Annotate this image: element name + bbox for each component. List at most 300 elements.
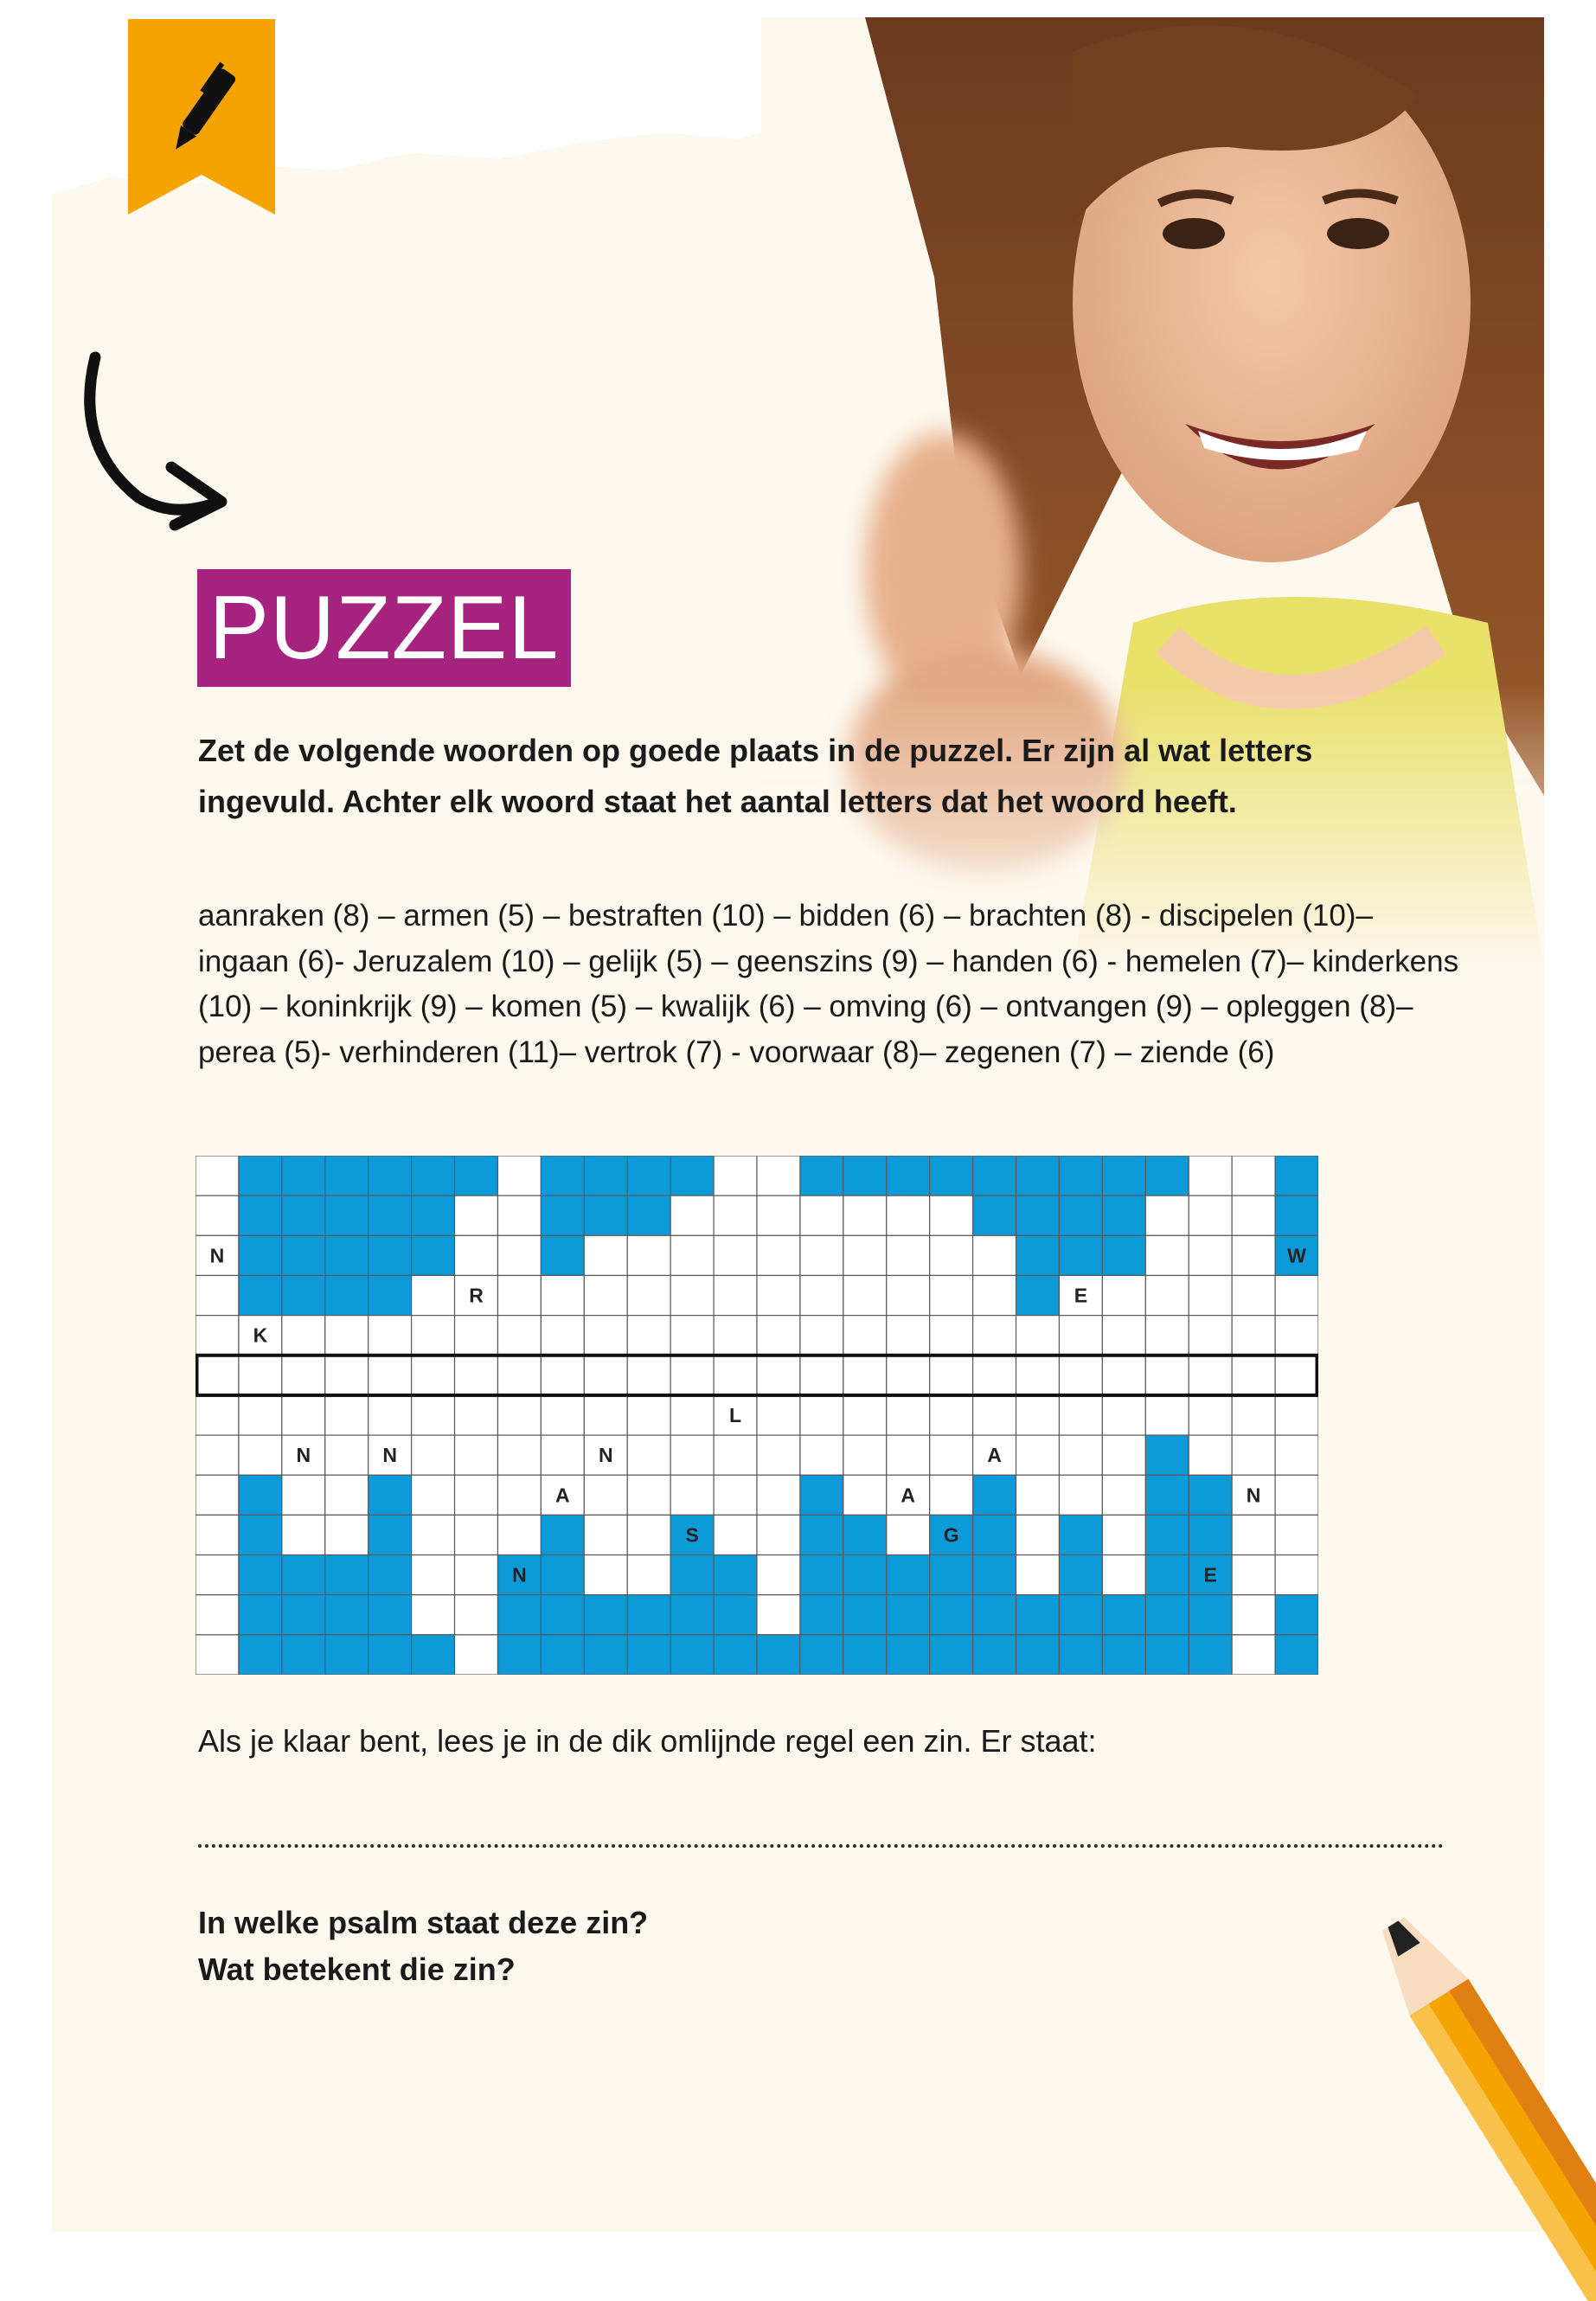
grid-cell[interactable] [1232, 1356, 1275, 1395]
grid-cell[interactable] [714, 1435, 757, 1475]
grid-block [973, 1156, 1016, 1195]
grid-cell[interactable] [1102, 1356, 1145, 1395]
grid-cell[interactable] [1059, 1356, 1102, 1395]
grid-block [627, 1595, 670, 1635]
grid-block [1189, 1515, 1232, 1554]
question-psalm: In welke psalm staat deze zin? [198, 1905, 649, 1940]
grid-cell[interactable] [1016, 1555, 1060, 1595]
grid-cell[interactable] [1102, 1275, 1145, 1315]
curved-arrow-icon [78, 350, 234, 536]
grid-block [1059, 1156, 1102, 1195]
grid-cell[interactable] [757, 1515, 800, 1554]
grid-cell[interactable] [714, 1275, 757, 1315]
grid-cell[interactable] [584, 1515, 627, 1554]
grid-cell[interactable] [1232, 1316, 1275, 1356]
grid-block [239, 1635, 282, 1675]
grid-cell[interactable] [1102, 1395, 1145, 1435]
grid-block [369, 1635, 412, 1675]
grid-cell[interactable] [1189, 1356, 1232, 1395]
grid-cell[interactable] [1016, 1475, 1060, 1515]
grid-cell[interactable] [930, 1195, 973, 1235]
grid-cell[interactable] [627, 1555, 670, 1595]
grid-cell[interactable] [195, 1275, 239, 1315]
grid-cell[interactable] [800, 1235, 843, 1275]
grid-cell[interactable] [887, 1515, 930, 1554]
grid-cell[interactable] [195, 1316, 239, 1356]
grid-cell[interactable] [455, 1195, 498, 1235]
grid-cell[interactable] [1102, 1475, 1145, 1515]
word-list-line: ingaan (6)- Jeruzalem (10) – gelijk (5) – geenszins (9) – handen (6) - hemelen (7)– kinderkens [198, 944, 1459, 978]
grid-block [1102, 1235, 1145, 1275]
grid-cell[interactable] [670, 1195, 714, 1235]
grid-cell[interactable] [282, 1356, 325, 1395]
grid-cell[interactable] [1059, 1435, 1102, 1475]
grid-cell[interactable] [584, 1356, 627, 1395]
grid-block [1102, 1595, 1145, 1635]
grid-cell[interactable] [325, 1356, 369, 1395]
grid-cell[interactable] [930, 1235, 973, 1275]
grid-block [973, 1475, 1016, 1515]
grid-cell[interactable] [541, 1435, 584, 1475]
grid-letter: S [685, 1523, 699, 1547]
grid-block [800, 1635, 843, 1675]
grid-block [412, 1635, 455, 1675]
grid-letter: A [987, 1444, 1002, 1467]
grid-block [1145, 1555, 1189, 1595]
grid-cell[interactable] [757, 1195, 800, 1235]
grid-cell[interactable] [757, 1595, 800, 1635]
grid-block [1102, 1635, 1145, 1675]
grid-letter: R [469, 1284, 484, 1307]
grid-letter: A [901, 1484, 916, 1507]
grid-cell[interactable] [714, 1156, 757, 1195]
grid-letter: E [1074, 1284, 1088, 1307]
grid-block [627, 1156, 670, 1195]
grid-cell[interactable] [369, 1356, 412, 1395]
grid-block [1059, 1555, 1102, 1595]
grid-cell[interactable] [843, 1435, 887, 1475]
grid-cell[interactable] [455, 1475, 498, 1515]
grid-cell[interactable] [1232, 1515, 1275, 1554]
grid-block [627, 1195, 670, 1235]
grid-cell[interactable] [239, 1435, 282, 1475]
grid-cell[interactable] [800, 1435, 843, 1475]
grid-cell[interactable] [887, 1235, 930, 1275]
grid-cell[interactable] [584, 1275, 627, 1315]
grid-cell[interactable] [1102, 1435, 1145, 1475]
grid-block [1275, 1195, 1318, 1235]
grid-cell[interactable] [627, 1316, 670, 1356]
grid-block [584, 1195, 627, 1235]
grid-cell[interactable] [195, 1475, 239, 1515]
grid-cell[interactable] [325, 1515, 369, 1554]
grid-cell[interactable] [757, 1316, 800, 1356]
grid-cell[interactable] [670, 1435, 714, 1475]
grid-block [239, 1275, 282, 1315]
grid-block [1059, 1195, 1102, 1235]
grid-cell[interactable] [887, 1195, 930, 1235]
grid-block [239, 1515, 282, 1554]
grid-block [714, 1595, 757, 1635]
grid-block [1275, 1635, 1318, 1675]
grid-cell[interactable] [887, 1395, 930, 1435]
grid-block [282, 1235, 325, 1275]
grid-cell[interactable] [843, 1195, 887, 1235]
grid-cell[interactable] [455, 1435, 498, 1475]
grid-block [887, 1635, 930, 1675]
grid-block [541, 1156, 584, 1195]
grid-cell[interactable] [714, 1515, 757, 1554]
grid-cell[interactable] [497, 1195, 541, 1235]
grid-cell[interactable] [757, 1555, 800, 1595]
grid-cell[interactable] [1059, 1475, 1102, 1515]
grid-block [887, 1595, 930, 1635]
grid-block [1275, 1595, 1318, 1635]
grid-block [800, 1515, 843, 1554]
grid-cell[interactable] [195, 1195, 239, 1235]
grid-cell[interactable] [497, 1475, 541, 1515]
grid-cell[interactable] [627, 1395, 670, 1435]
grid-block [369, 1195, 412, 1235]
grid-cell[interactable] [627, 1475, 670, 1515]
grid-cell[interactable] [757, 1475, 800, 1515]
grid-cell[interactable] [714, 1316, 757, 1356]
grid-cell[interactable] [1275, 1475, 1318, 1515]
grid-cell[interactable] [1189, 1395, 1232, 1435]
grid-block [412, 1195, 455, 1235]
grid-letter: G [943, 1523, 959, 1547]
grid-cell[interactable] [239, 1395, 282, 1435]
grid-cell[interactable] [412, 1475, 455, 1515]
grid-block [1059, 1235, 1102, 1275]
grid-cell[interactable] [584, 1555, 627, 1595]
grid-cell[interactable] [1102, 1515, 1145, 1554]
grid-cell[interactable] [1275, 1316, 1318, 1356]
grid-cell[interactable] [1275, 1515, 1318, 1554]
grid-block [369, 1555, 412, 1595]
grid-cell[interactable] [1016, 1316, 1060, 1356]
grid-cell[interactable] [1059, 1316, 1102, 1356]
grid-cell[interactable] [1232, 1595, 1275, 1635]
grid-cell[interactable] [497, 1235, 541, 1275]
grid-letter: N [209, 1244, 225, 1267]
grid-cell[interactable] [195, 1156, 239, 1195]
grid-cell[interactable] [757, 1435, 800, 1475]
grid-block [282, 1275, 325, 1315]
grid-cell[interactable] [455, 1316, 498, 1356]
grid-block [369, 1595, 412, 1635]
grid-cell[interactable] [973, 1395, 1016, 1435]
grid-cell[interactable] [1275, 1275, 1318, 1315]
grid-cell[interactable] [1275, 1395, 1318, 1435]
grid-cell[interactable] [627, 1275, 670, 1315]
grid-cell[interactable] [497, 1435, 541, 1475]
grid-cell[interactable] [714, 1195, 757, 1235]
grid-cell[interactable] [497, 1275, 541, 1315]
grid-cell[interactable] [800, 1316, 843, 1356]
grid-cell[interactable] [369, 1395, 412, 1435]
grid-cell[interactable] [541, 1316, 584, 1356]
grid-block [930, 1635, 973, 1675]
grid-block [541, 1555, 584, 1595]
grid-cell[interactable] [1189, 1435, 1232, 1475]
grid-block [1016, 1235, 1060, 1275]
grid-block [239, 1195, 282, 1235]
grid-cell[interactable] [239, 1356, 282, 1395]
grid-block [584, 1595, 627, 1635]
grid-cell[interactable] [1189, 1156, 1232, 1195]
grid-cell[interactable] [843, 1275, 887, 1315]
grid-cell[interactable] [195, 1595, 239, 1635]
grid-letter: N [296, 1444, 311, 1467]
grid-cell[interactable] [195, 1635, 239, 1675]
grid-cell[interactable] [887, 1275, 930, 1315]
grid-cell[interactable] [412, 1435, 455, 1475]
grid-cell[interactable] [455, 1356, 498, 1395]
grid-cell[interactable] [757, 1235, 800, 1275]
grid-cell[interactable] [282, 1515, 325, 1554]
grid-cell[interactable] [930, 1316, 973, 1356]
instruction-line-2: ingevuld. Achter elk woord staat het aantal letters dat het woord heeft. [198, 784, 1237, 819]
crossword-grid [195, 1156, 1318, 1675]
grid-cell[interactable] [1189, 1195, 1232, 1235]
grid-cell[interactable] [757, 1395, 800, 1435]
grid-cell[interactable] [1189, 1235, 1232, 1275]
grid-cell[interactable] [412, 1515, 455, 1554]
grid-cell[interactable] [1275, 1356, 1318, 1395]
grid-cell[interactable] [757, 1156, 800, 1195]
grid-cell[interactable] [455, 1595, 498, 1635]
grid-block [1016, 1195, 1060, 1235]
grid-block [541, 1515, 584, 1554]
grid-cell[interactable] [670, 1395, 714, 1435]
grid-block [1016, 1595, 1060, 1635]
grid-block [412, 1235, 455, 1275]
grid-cell[interactable] [1145, 1235, 1189, 1275]
grid-cell[interactable] [627, 1515, 670, 1554]
grid-cell[interactable] [325, 1316, 369, 1356]
grid-cell[interactable] [497, 1515, 541, 1554]
grid-cell[interactable] [843, 1475, 887, 1515]
grid-cell[interactable] [800, 1275, 843, 1315]
grid-cell[interactable] [584, 1316, 627, 1356]
grid-cell[interactable] [930, 1475, 973, 1515]
grid-block [1145, 1515, 1189, 1554]
grid-letter: N [382, 1444, 397, 1467]
grid-letter: L [729, 1404, 742, 1426]
grid-cell[interactable] [800, 1356, 843, 1395]
grid-block [1102, 1195, 1145, 1235]
grid-block [843, 1635, 887, 1675]
grid-block [1189, 1595, 1232, 1635]
page-title: PUZZEL [197, 569, 571, 687]
grid-block [584, 1156, 627, 1195]
grid-cell[interactable] [1145, 1356, 1189, 1395]
grid-cell[interactable] [282, 1395, 325, 1435]
grid-cell[interactable] [1232, 1555, 1275, 1595]
grid-cell[interactable] [1232, 1635, 1275, 1675]
grid-block [412, 1156, 455, 1195]
grid-cell[interactable] [584, 1395, 627, 1435]
grid-cell[interactable] [1232, 1195, 1275, 1235]
grid-cell[interactable] [1145, 1395, 1189, 1435]
grid-cell[interactable] [1145, 1275, 1189, 1315]
grid-cell[interactable] [412, 1316, 455, 1356]
grid-block [541, 1635, 584, 1675]
grid-cell[interactable] [757, 1275, 800, 1315]
grid-cell[interactable] [973, 1356, 1016, 1395]
grid-block [930, 1156, 973, 1195]
grid-block [325, 1635, 369, 1675]
grid-cell[interactable] [843, 1356, 887, 1395]
grid-cell[interactable] [1189, 1316, 1232, 1356]
grid-cell[interactable] [670, 1316, 714, 1356]
grid-cell[interactable] [412, 1595, 455, 1635]
grid-cell[interactable] [1016, 1356, 1060, 1395]
grid-cell[interactable] [369, 1316, 412, 1356]
grid-cell[interactable] [670, 1275, 714, 1315]
grid-cell[interactable] [1189, 1275, 1232, 1315]
word-list-line: perea (5)- verhinderen (11)– vertrok (7) - voorwaar (8)– zegenen (7) – ziende (6) [198, 1035, 1275, 1069]
grid-block [1059, 1595, 1102, 1635]
grid-block [1145, 1435, 1189, 1475]
grid-cell[interactable] [627, 1235, 670, 1275]
grid-cell[interactable] [1016, 1515, 1060, 1554]
grid-cell[interactable] [1232, 1275, 1275, 1315]
grid-cell[interactable] [887, 1316, 930, 1356]
grid-block [541, 1195, 584, 1235]
grid-cell[interactable] [282, 1316, 325, 1356]
grid-cell[interactable] [1145, 1316, 1189, 1356]
grid-cell[interactable] [1059, 1395, 1102, 1435]
grid-cell[interactable] [887, 1356, 930, 1395]
grid-cell[interactable] [195, 1555, 239, 1595]
grid-cell[interactable] [584, 1475, 627, 1515]
grid-cell[interactable] [412, 1356, 455, 1395]
grid-cell[interactable] [497, 1156, 541, 1195]
grid-cell[interactable] [670, 1235, 714, 1275]
grid-cell[interactable] [1145, 1195, 1189, 1235]
grid-block [369, 1475, 412, 1515]
grid-cell[interactable] [714, 1356, 757, 1395]
grid-cell[interactable] [1275, 1555, 1318, 1595]
grid-cell[interactable] [541, 1395, 584, 1435]
grid-cell[interactable] [627, 1435, 670, 1475]
grid-block [800, 1475, 843, 1515]
grid-cell[interactable] [325, 1435, 369, 1475]
grid-cell[interactable] [195, 1356, 239, 1395]
grid-cell[interactable] [325, 1475, 369, 1515]
grid-cell[interactable] [455, 1515, 498, 1554]
grid-cell[interactable] [412, 1555, 455, 1595]
grid-block [930, 1555, 973, 1595]
grid-cell[interactable] [843, 1395, 887, 1435]
grid-cell[interactable] [541, 1275, 584, 1315]
grid-cell[interactable] [455, 1395, 498, 1435]
grid-cell[interactable] [1102, 1316, 1145, 1356]
grid-cell[interactable] [930, 1395, 973, 1435]
grid-cell[interactable] [195, 1435, 239, 1475]
grid-cell[interactable] [497, 1316, 541, 1356]
grid-cell[interactable] [412, 1275, 455, 1315]
grid-cell[interactable] [973, 1235, 1016, 1275]
grid-cell[interactable] [282, 1475, 325, 1515]
grid-cell[interactable] [412, 1395, 455, 1435]
grid-cell[interactable] [1232, 1235, 1275, 1275]
grid-block [325, 1156, 369, 1195]
grid-cell[interactable] [325, 1395, 369, 1435]
grid-block [1016, 1275, 1060, 1315]
grid-cell[interactable] [843, 1316, 887, 1356]
grid-cell[interactable] [670, 1356, 714, 1395]
grid-cell[interactable] [455, 1235, 498, 1275]
grid-cell[interactable] [584, 1235, 627, 1275]
grid-cell[interactable] [887, 1435, 930, 1475]
grid-cell[interactable] [757, 1356, 800, 1395]
grid-cell[interactable] [930, 1275, 973, 1315]
grid-cell[interactable] [800, 1195, 843, 1235]
grid-cell[interactable] [670, 1475, 714, 1515]
grid-letter: A [555, 1484, 570, 1507]
grid-cell[interactable] [195, 1395, 239, 1435]
grid-cell[interactable] [627, 1356, 670, 1395]
grid-block [325, 1235, 369, 1275]
grid-block [369, 1515, 412, 1554]
word-list-line: aanraken (8) – armen (5) – bestraften (10) – bidden (6) – brachten (8) - discipelen (10)– [198, 899, 1373, 933]
grid-cell[interactable] [195, 1515, 239, 1554]
grid-cell[interactable] [973, 1316, 1016, 1356]
grid-letter: N [1246, 1484, 1261, 1507]
pencil-icon [1349, 1903, 1596, 2301]
closing-text: Als je klaar bent, lees je in de dik omlijnde regel een zin. Er staat: [198, 1723, 1097, 1759]
grid-cell[interactable] [455, 1555, 498, 1595]
grid-block [670, 1595, 714, 1635]
word-list [198, 894, 1487, 1075]
grid-cell[interactable] [1016, 1435, 1060, 1475]
grid-cell[interactable] [541, 1356, 584, 1395]
grid-cell[interactable] [1232, 1156, 1275, 1195]
grid-cell[interactable] [455, 1635, 498, 1675]
grid-block [325, 1595, 369, 1635]
grid-cell[interactable] [1102, 1555, 1145, 1595]
answer-line[interactable] [198, 1844, 1444, 1848]
grid-cell[interactable] [714, 1475, 757, 1515]
grid-cell[interactable] [930, 1356, 973, 1395]
grid-block [497, 1595, 541, 1635]
grid-block [1102, 1156, 1145, 1195]
grid-block [1145, 1635, 1189, 1675]
grid-block [1189, 1635, 1232, 1675]
grid-cell[interactable] [497, 1356, 541, 1395]
grid-block [973, 1515, 1016, 1554]
grid-cell[interactable] [800, 1395, 843, 1435]
grid-block [843, 1156, 887, 1195]
grid-cell[interactable] [714, 1235, 757, 1275]
grid-cell[interactable] [843, 1235, 887, 1275]
grid-letter: E [1203, 1563, 1217, 1586]
grid-block [1145, 1595, 1189, 1635]
grid-cell[interactable] [930, 1435, 973, 1475]
grid-cell[interactable] [1275, 1435, 1318, 1475]
grid-block [800, 1156, 843, 1195]
grid-cell[interactable] [1232, 1395, 1275, 1435]
grid-block [973, 1635, 1016, 1675]
grid-cell[interactable] [973, 1275, 1016, 1315]
grid-cell[interactable] [1232, 1435, 1275, 1475]
grid-block [325, 1195, 369, 1235]
grid-cell[interactable] [1016, 1395, 1060, 1435]
grid-cell[interactable] [497, 1395, 541, 1435]
